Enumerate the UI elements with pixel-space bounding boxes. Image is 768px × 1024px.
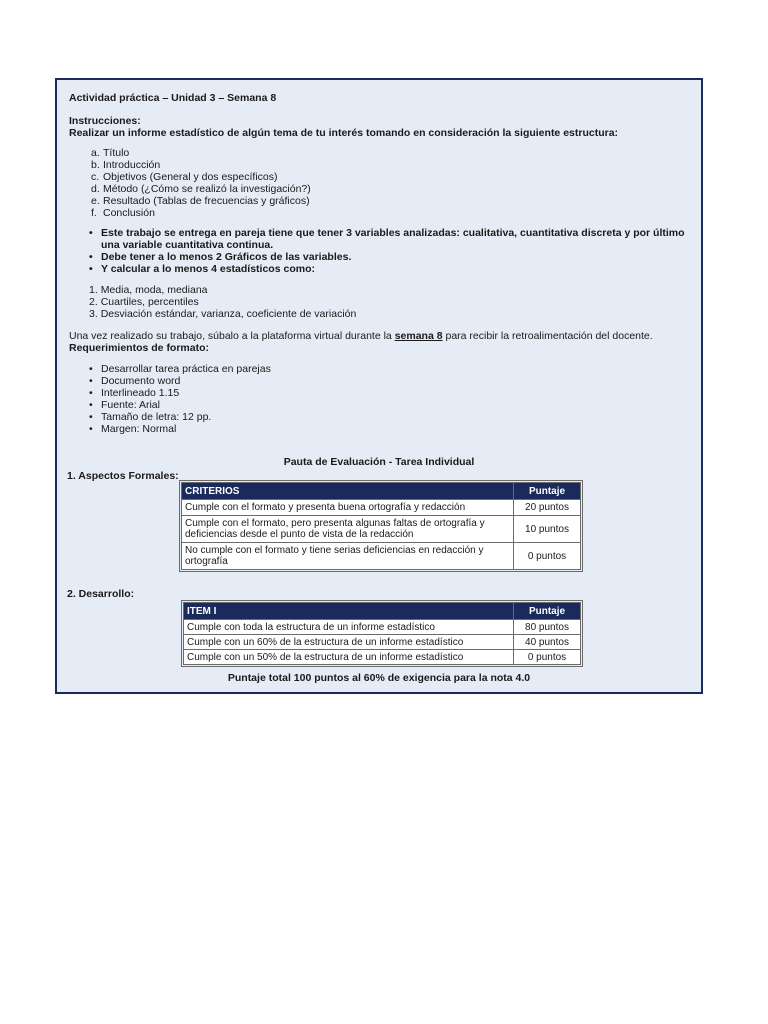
- criteria-cell: Cumple con el formato, pero presenta algunas faltas de ortografía y deficiencias desde el punto de vista de la redacción: [182, 516, 514, 543]
- structure-list: [91, 147, 691, 219]
- criteria-header: CRITERIOS: [182, 483, 514, 500]
- requirements-list: [89, 227, 691, 275]
- list-item: 3. Desviación estándar, varianza, coeficiente de variación: [89, 308, 357, 320]
- semana-link[interactable]: semana 8: [394, 330, 443, 342]
- score-header: Puntaje: [514, 483, 581, 500]
- table-row: [184, 650, 581, 665]
- score-cell: 40 puntos: [514, 635, 581, 650]
- section1-label: 1. Aspectos Formales:: [67, 470, 179, 482]
- score-cell: 0 puntos: [514, 650, 581, 665]
- list-item: • Fuente: Arial: [89, 399, 691, 411]
- list-item: • Documento word: [89, 375, 691, 387]
- evaluation-title: Pauta de Evaluación - Tarea Individual: [283, 456, 475, 468]
- criteria-cell: Cumple con toda la estructura de un informe estadístico: [184, 620, 514, 635]
- table-row: [182, 500, 581, 516]
- list-item: 2. Cuartiles, percentiles: [89, 296, 199, 308]
- development-table: [183, 602, 581, 665]
- section2-label: 2. Desarrollo:: [67, 588, 135, 600]
- list-item: f. Conclusión: [91, 207, 155, 219]
- table-header-row: [182, 483, 581, 500]
- score-cell: 10 puntos: [514, 516, 581, 543]
- panel-content: [69, 92, 691, 435]
- list-item: a. Título: [91, 147, 130, 159]
- score-header: Puntaje: [514, 603, 581, 620]
- list-item: c. Objetivos (General y dos específicos): [91, 171, 278, 183]
- table-header-row: [184, 603, 581, 620]
- table-row: [182, 543, 581, 570]
- statistics-list: [89, 284, 691, 320]
- score-cell: 0 puntos: [514, 543, 581, 570]
- upload-note: Una vez realizado su trabajo, súbalo a la plataforma virtual durante la semana 8 para recibir la retroalimentación del docente.: [69, 330, 653, 342]
- list-item: • Debe tener a lo menos 2 Gráficos de las variables.: [89, 251, 691, 263]
- list-item: b. Introducción: [91, 159, 161, 171]
- list-item: • Desarrollar tarea práctica en parejas: [89, 363, 691, 375]
- table-row: [184, 635, 581, 650]
- list-item: • Tamaño de letra: 12 pp.: [89, 411, 691, 423]
- table-row: [182, 516, 581, 543]
- list-item: • Este trabajo se entrega en pareja tiene que tener 3 variables analizadas: cualitativa, cuantitativa discreta y por último una variable cuantitativa continua.: [89, 227, 691, 251]
- criteria-cell: Cumple con un 50% de la estructura de un informe estadístico: [184, 650, 514, 665]
- score-cell: 20 puntos: [514, 500, 581, 516]
- criteria-cell: Cumple con el formato y presenta buena ortografía y redacción: [182, 500, 514, 516]
- list-item: • Margen: Normal: [89, 423, 691, 435]
- list-item: • Interlineado 1.15: [89, 387, 691, 399]
- criteria-cell: Cumple con un 60% de la estructura de un informe estadístico: [184, 635, 514, 650]
- criteria-cell: No cumple con el formato y tiene serias deficiencias en redacción y ortografía: [182, 543, 514, 570]
- formal-aspects-table: [181, 482, 581, 570]
- format-list: [89, 363, 691, 435]
- table-row: [184, 620, 581, 635]
- activity-panel: [55, 78, 703, 694]
- page-title: Actividad práctica – Unidad 3 – Semana 8: [69, 92, 277, 104]
- score-cell: 80 puntos: [514, 620, 581, 635]
- format-heading: Requerimientos de formato:: [69, 342, 210, 354]
- instructions-text: Realizar un informe estadístico de algún tema de tu interés tomando en consideración la siguiente estructura:: [69, 127, 619, 139]
- list-item: d. Método (¿Cómo se realizó la investigación?): [91, 183, 311, 195]
- list-item: • Y calcular a lo menos 4 estadísticos como:: [89, 263, 691, 275]
- instructions-heading: Instrucciones:: [69, 115, 141, 127]
- total-score: Puntaje total 100 puntos al 60% de exigencia para la nota 4.0: [227, 672, 531, 684]
- list-item: e. Resultado (Tablas de frecuencias y gráficos): [91, 195, 310, 207]
- item-header: ITEM I: [184, 603, 514, 620]
- list-item: 1. Media, moda, mediana: [89, 284, 208, 296]
